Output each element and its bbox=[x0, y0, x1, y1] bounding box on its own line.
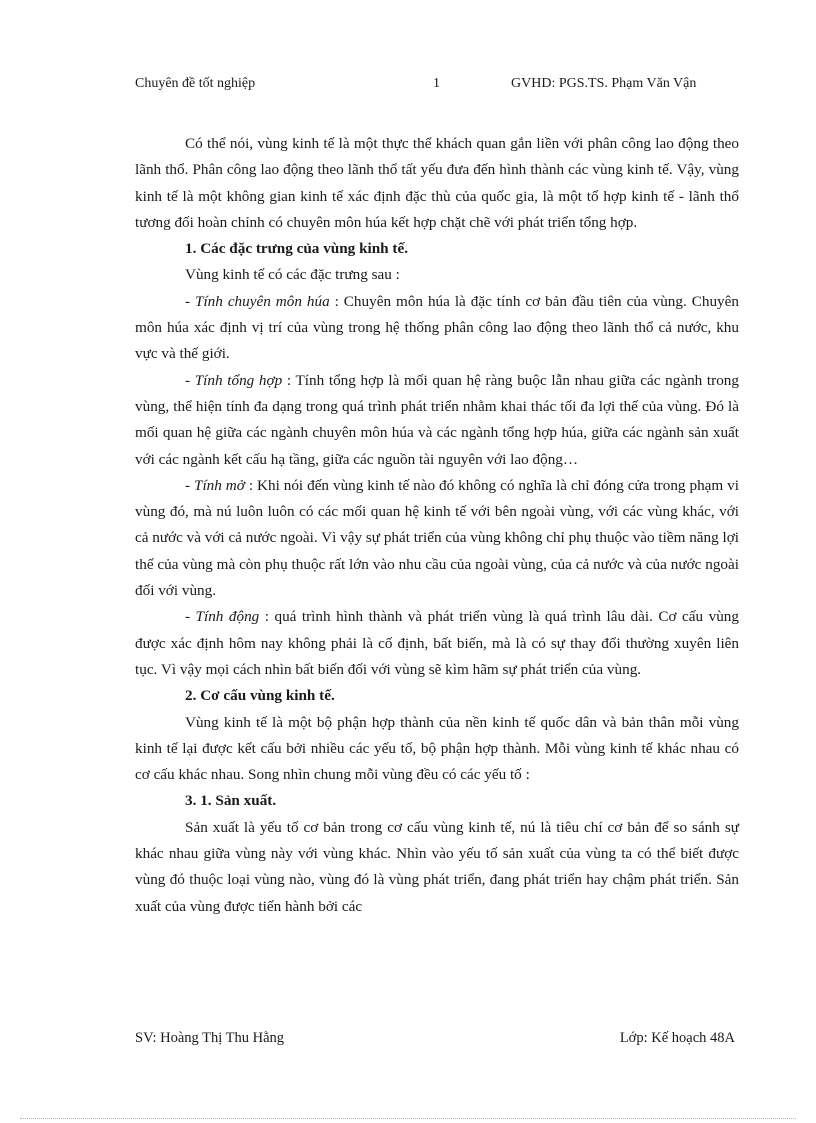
header-document-type: Chuyên đề tốt nghiệp bbox=[135, 76, 256, 91]
page-footer bbox=[135, 1030, 735, 1050]
trait-text: : Khi nói đến vùng kinh tế nào đó không có nghĩa là chỉ đóng cửa trong phạm vi vùng đó, mà nú luôn luôn có các mối quan hệ kinh tế với bên ngoài vùng, với các vùng khác, với cả nước và với cả nước ngoài. Vì vậy sự phát triển của vùng không chỉ phụ thuộc vào tiềm năng lợi thế của vùng mà còn phụ thuộc rất lớn vào nhu cầu của ngoài vùng, của cả nước và của nước ngoài đối với vùng. bbox=[135, 476, 739, 600]
document-body bbox=[135, 131, 739, 920]
page-boundary-divider bbox=[20, 1118, 796, 1119]
section-2-paragraph: Vùng kinh tế là một bộ phận hợp thành của nền kinh tế quốc dân và bản thân mỗi vùng kinh tế lại được kết cấu bởi nhiều các yếu tố, bộ phận hợp thành. Mỗi vùng kinh tế khác nhau có cơ cấu khác nhau. Song nhìn chung mỗi vùng đều có các yếu tố : bbox=[135, 713, 739, 784]
section-1-lead: Vùng kinh tế có các đặc trưng sau : bbox=[185, 266, 400, 284]
subsection-heading-3-1: 3. 1. Sản xuất. bbox=[185, 792, 277, 810]
trait-text: : Tính tổng hợp là mối quan hệ ràng buộc lẫn nhau giữa các ngành trong vùng, thể hiện tính đa dạng trong quá trình phát triển nhằm khai thác tối đa lợi thế của vùng. Đó là mối quan hệ giữa các ngành chuyên môn húa và các ngành tổng hợp húa, giữa các ngành sản xuất với các ngành kết cấu hạ tầng, giữa các nguồn tài nguyên với lao động… bbox=[135, 371, 739, 468]
trait-label: - Tính động bbox=[185, 608, 260, 626]
trait-text: : Chuyên môn húa là đặc tính cơ bản đầu tiên của vùng. Chuyên môn húa xác định vị trí của vùng trong hệ thống phân công lao động theo lãnh thổ cả nước, khu vực và thế giới. bbox=[135, 292, 739, 363]
trait-specialization bbox=[135, 289, 739, 368]
trait-openness bbox=[135, 473, 739, 604]
intro-paragraph: Có thể nói, vùng kinh tế là một thực thể khách quan gắn liền với phân công lao động theo lãnh thổ. Phân công lao động theo lãnh thổ tất yếu đưa đến hình thành các vùng kinh tế. Vậy, vùng kinh tế là một không gian kinh tế xác định đặc thù của quốc gia, là một tổ hợp kinh tế - lãnh thổ tương đối hoàn chỉnh có chuyên môn húa kết hợp chặt chẽ với phát triển tổng hợp. bbox=[135, 135, 739, 231]
trait-text: : quá trình hình thành và phát triển vùng là quá trình lâu dài. Cơ cấu vùng được xác định hôm nay không phải là cố định, bất biến, mà là có sự thay đổi thường xuyên liên tục. Vì vậy mọi cách nhìn bất biến đối với vùng sẽ kìm hãm sự phát triển của vùng. bbox=[135, 608, 739, 678]
subsection-3-1-paragraph: Sản xuất là yếu tố cơ bản trong cơ cấu vùng kinh tế, nú là tiêu chí cơ bản để so sánh sự khác nhau giữa vùng này với vùng khác. Nhìn vào yếu tố sản xuất của vùng ta có thể biết được vùng đó thuộc loại vùng nào, vùng đó là vùng phát triển, đang phát triển hay chậm phát triển. Sản xuất của vùng được tiến hành bởi các bbox=[135, 818, 739, 915]
section-heading-1: 1. Các đặc trưng của vùng kinh tế. bbox=[185, 240, 409, 258]
trait-label: - Tính tổng hợp bbox=[185, 371, 283, 389]
page-number: 1 bbox=[433, 76, 440, 91]
header-supervisor: GVHD: PGS.TS. Phạm Văn Vận bbox=[511, 76, 697, 91]
trait-label: - Tính mở bbox=[185, 476, 245, 494]
footer-student-name: SV: Hoàng Thị Thu Hằng bbox=[135, 1030, 285, 1046]
page-header bbox=[135, 76, 735, 96]
trait-label: - Tính chuyên môn húa bbox=[185, 292, 330, 310]
trait-synthesis bbox=[135, 368, 739, 473]
footer-class: Lớp: Kế hoạch 48A bbox=[619, 1030, 735, 1046]
trait-dynamics bbox=[135, 604, 739, 683]
section-heading-2: 2. Cơ cấu vùng kinh tế. bbox=[185, 687, 335, 705]
